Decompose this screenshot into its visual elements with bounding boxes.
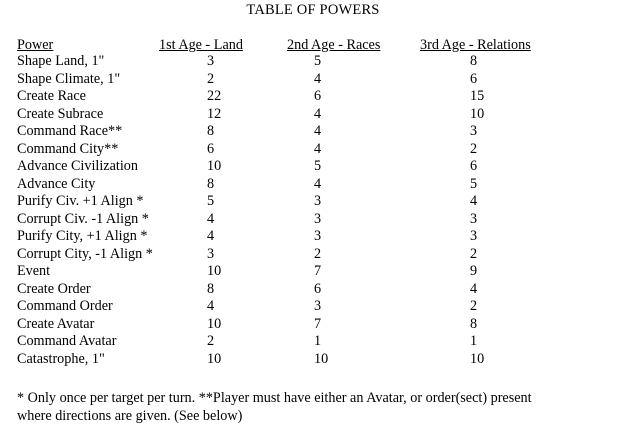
table-row — [17, 211, 610, 229]
table-row — [17, 53, 610, 71]
table-row — [17, 158, 610, 176]
table-row — [17, 281, 610, 299]
header-row — [17, 37, 610, 53]
power-name-cell: Create Subrace — [17, 105, 104, 122]
power-name-cell: Command City** — [17, 140, 119, 157]
first-age-cost-cell: 4 — [207, 210, 215, 227]
power-name-cell: Advance Civilization — [17, 158, 138, 174]
first-age-cost-cell: 12 — [207, 105, 222, 122]
column-header-power: Power — [17, 37, 54, 53]
first-age-cost-cell: 2 — [207, 70, 215, 87]
first-age-cost-cell: 10 — [207, 315, 222, 332]
third-age-cost-cell: 8 — [470, 53, 478, 69]
table-row — [17, 333, 610, 351]
first-age-cost-cell: 2 — [207, 333, 215, 349]
second-age-cost-cell: 4 — [314, 140, 322, 157]
first-age-cost-cell: 8 — [207, 175, 215, 192]
table-row — [17, 298, 610, 316]
third-age-cost-cell: 10 — [470, 105, 485, 122]
third-age-cost-cell: 6 — [470, 158, 478, 174]
second-age-cost-cell: 6 — [314, 280, 322, 297]
table-row — [17, 88, 610, 106]
first-age-cost-cell: 8 — [207, 280, 215, 297]
first-age-cost-cell: 5 — [207, 193, 215, 209]
second-age-cost-cell: 2 — [314, 245, 322, 262]
table-row — [17, 246, 610, 264]
second-age-cost-cell: 7 — [314, 315, 322, 332]
second-age-cost-cell: 3 — [314, 298, 322, 314]
second-age-cost-cell: 7 — [314, 263, 322, 279]
first-age-cost-cell: 3 — [207, 245, 215, 262]
second-age-cost-cell: 10 — [314, 350, 329, 367]
third-age-cost-cell: 1 — [470, 333, 478, 349]
first-age-cost-cell: 10 — [207, 158, 222, 174]
table-title: TABLE OF POWERS — [246, 2, 380, 18]
first-age-cost-cell: 4 — [207, 228, 215, 244]
third-age-cost-cell: 5 — [470, 175, 478, 192]
power-name-cell: Command Order — [17, 298, 113, 314]
third-age-cost-cell: 15 — [470, 88, 485, 104]
third-age-cost-cell: 2 — [470, 298, 478, 314]
footnote-line-1: * Only once per target per turn. **Player must have either an Avatar, or order(sect) present — [17, 390, 532, 406]
second-age-cost-cell: 5 — [314, 158, 322, 174]
third-age-cost-cell: 3 — [470, 210, 478, 227]
third-age-cost-cell: 2 — [470, 140, 478, 157]
table-row — [17, 228, 610, 246]
table-row — [17, 123, 610, 141]
powers-table — [17, 37, 610, 368]
power-name-cell: Corrupt City, -1 Align * — [17, 245, 153, 262]
power-name-cell: Shape Land, 1" — [17, 53, 105, 69]
column-header-second-age: 2nd Age - Races — [287, 37, 381, 53]
power-name-cell: Create Avatar — [17, 315, 95, 332]
table-row — [17, 141, 610, 159]
third-age-cost-cell: 10 — [470, 350, 485, 367]
table-row — [17, 316, 610, 334]
power-name-cell: Advance City — [17, 175, 96, 192]
third-age-cost-cell: 3 — [470, 123, 478, 139]
power-name-cell: Command Avatar — [17, 333, 117, 349]
first-age-cost-cell: 3 — [207, 53, 215, 69]
second-age-cost-cell: 6 — [314, 88, 322, 104]
first-age-cost-cell: 10 — [207, 263, 222, 279]
second-age-cost-cell: 3 — [314, 193, 322, 209]
second-age-cost-cell: 4 — [314, 123, 322, 139]
second-age-cost-cell: 4 — [314, 175, 322, 192]
power-name-cell: Command Race** — [17, 123, 123, 139]
first-age-cost-cell: 4 — [207, 298, 215, 314]
footnote — [17, 390, 617, 425]
third-age-cost-cell: 2 — [470, 245, 478, 262]
second-age-cost-cell: 4 — [314, 70, 322, 87]
first-age-cost-cell: 6 — [207, 140, 215, 157]
third-age-cost-cell: 9 — [470, 263, 478, 279]
first-age-cost-cell: 10 — [207, 350, 222, 367]
column-header-third-age: 3rd Age - Relations — [420, 37, 531, 53]
table-row — [17, 193, 610, 211]
power-name-cell: Event — [17, 263, 51, 279]
table-row — [17, 351, 610, 369]
second-age-cost-cell: 5 — [314, 53, 322, 69]
first-age-cost-cell: 22 — [207, 88, 222, 104]
power-name-cell: Catastrophe, 1" — [17, 350, 105, 367]
third-age-cost-cell: 4 — [470, 193, 478, 209]
second-age-cost-cell: 3 — [314, 228, 322, 244]
second-age-cost-cell: 3 — [314, 210, 322, 227]
second-age-cost-cell: 4 — [314, 105, 322, 122]
second-age-cost-cell: 1 — [314, 333, 322, 349]
third-age-cost-cell: 3 — [470, 228, 478, 244]
column-header-first-age: 1st Age - Land — [159, 37, 243, 53]
table-row — [17, 176, 610, 194]
third-age-cost-cell: 6 — [470, 70, 478, 87]
footnote-line-2: where directions are given. (See below) — [17, 407, 243, 424]
power-name-cell: Create Race — [17, 88, 86, 104]
power-name-cell: Purify City, +1 Align * — [17, 228, 148, 244]
power-name-cell: Shape Climate, 1" — [17, 70, 121, 87]
power-name-cell: Corrupt Civ. -1 Align * — [17, 210, 149, 227]
power-name-cell: Purify Civ. +1 Align * — [17, 193, 144, 209]
table-row — [17, 106, 610, 124]
first-age-cost-cell: 8 — [207, 123, 215, 139]
power-name-cell: Create Order — [17, 280, 91, 297]
third-age-cost-cell: 8 — [470, 315, 478, 332]
third-age-cost-cell: 4 — [470, 280, 478, 297]
table-row — [17, 263, 610, 281]
table-row — [17, 71, 610, 89]
